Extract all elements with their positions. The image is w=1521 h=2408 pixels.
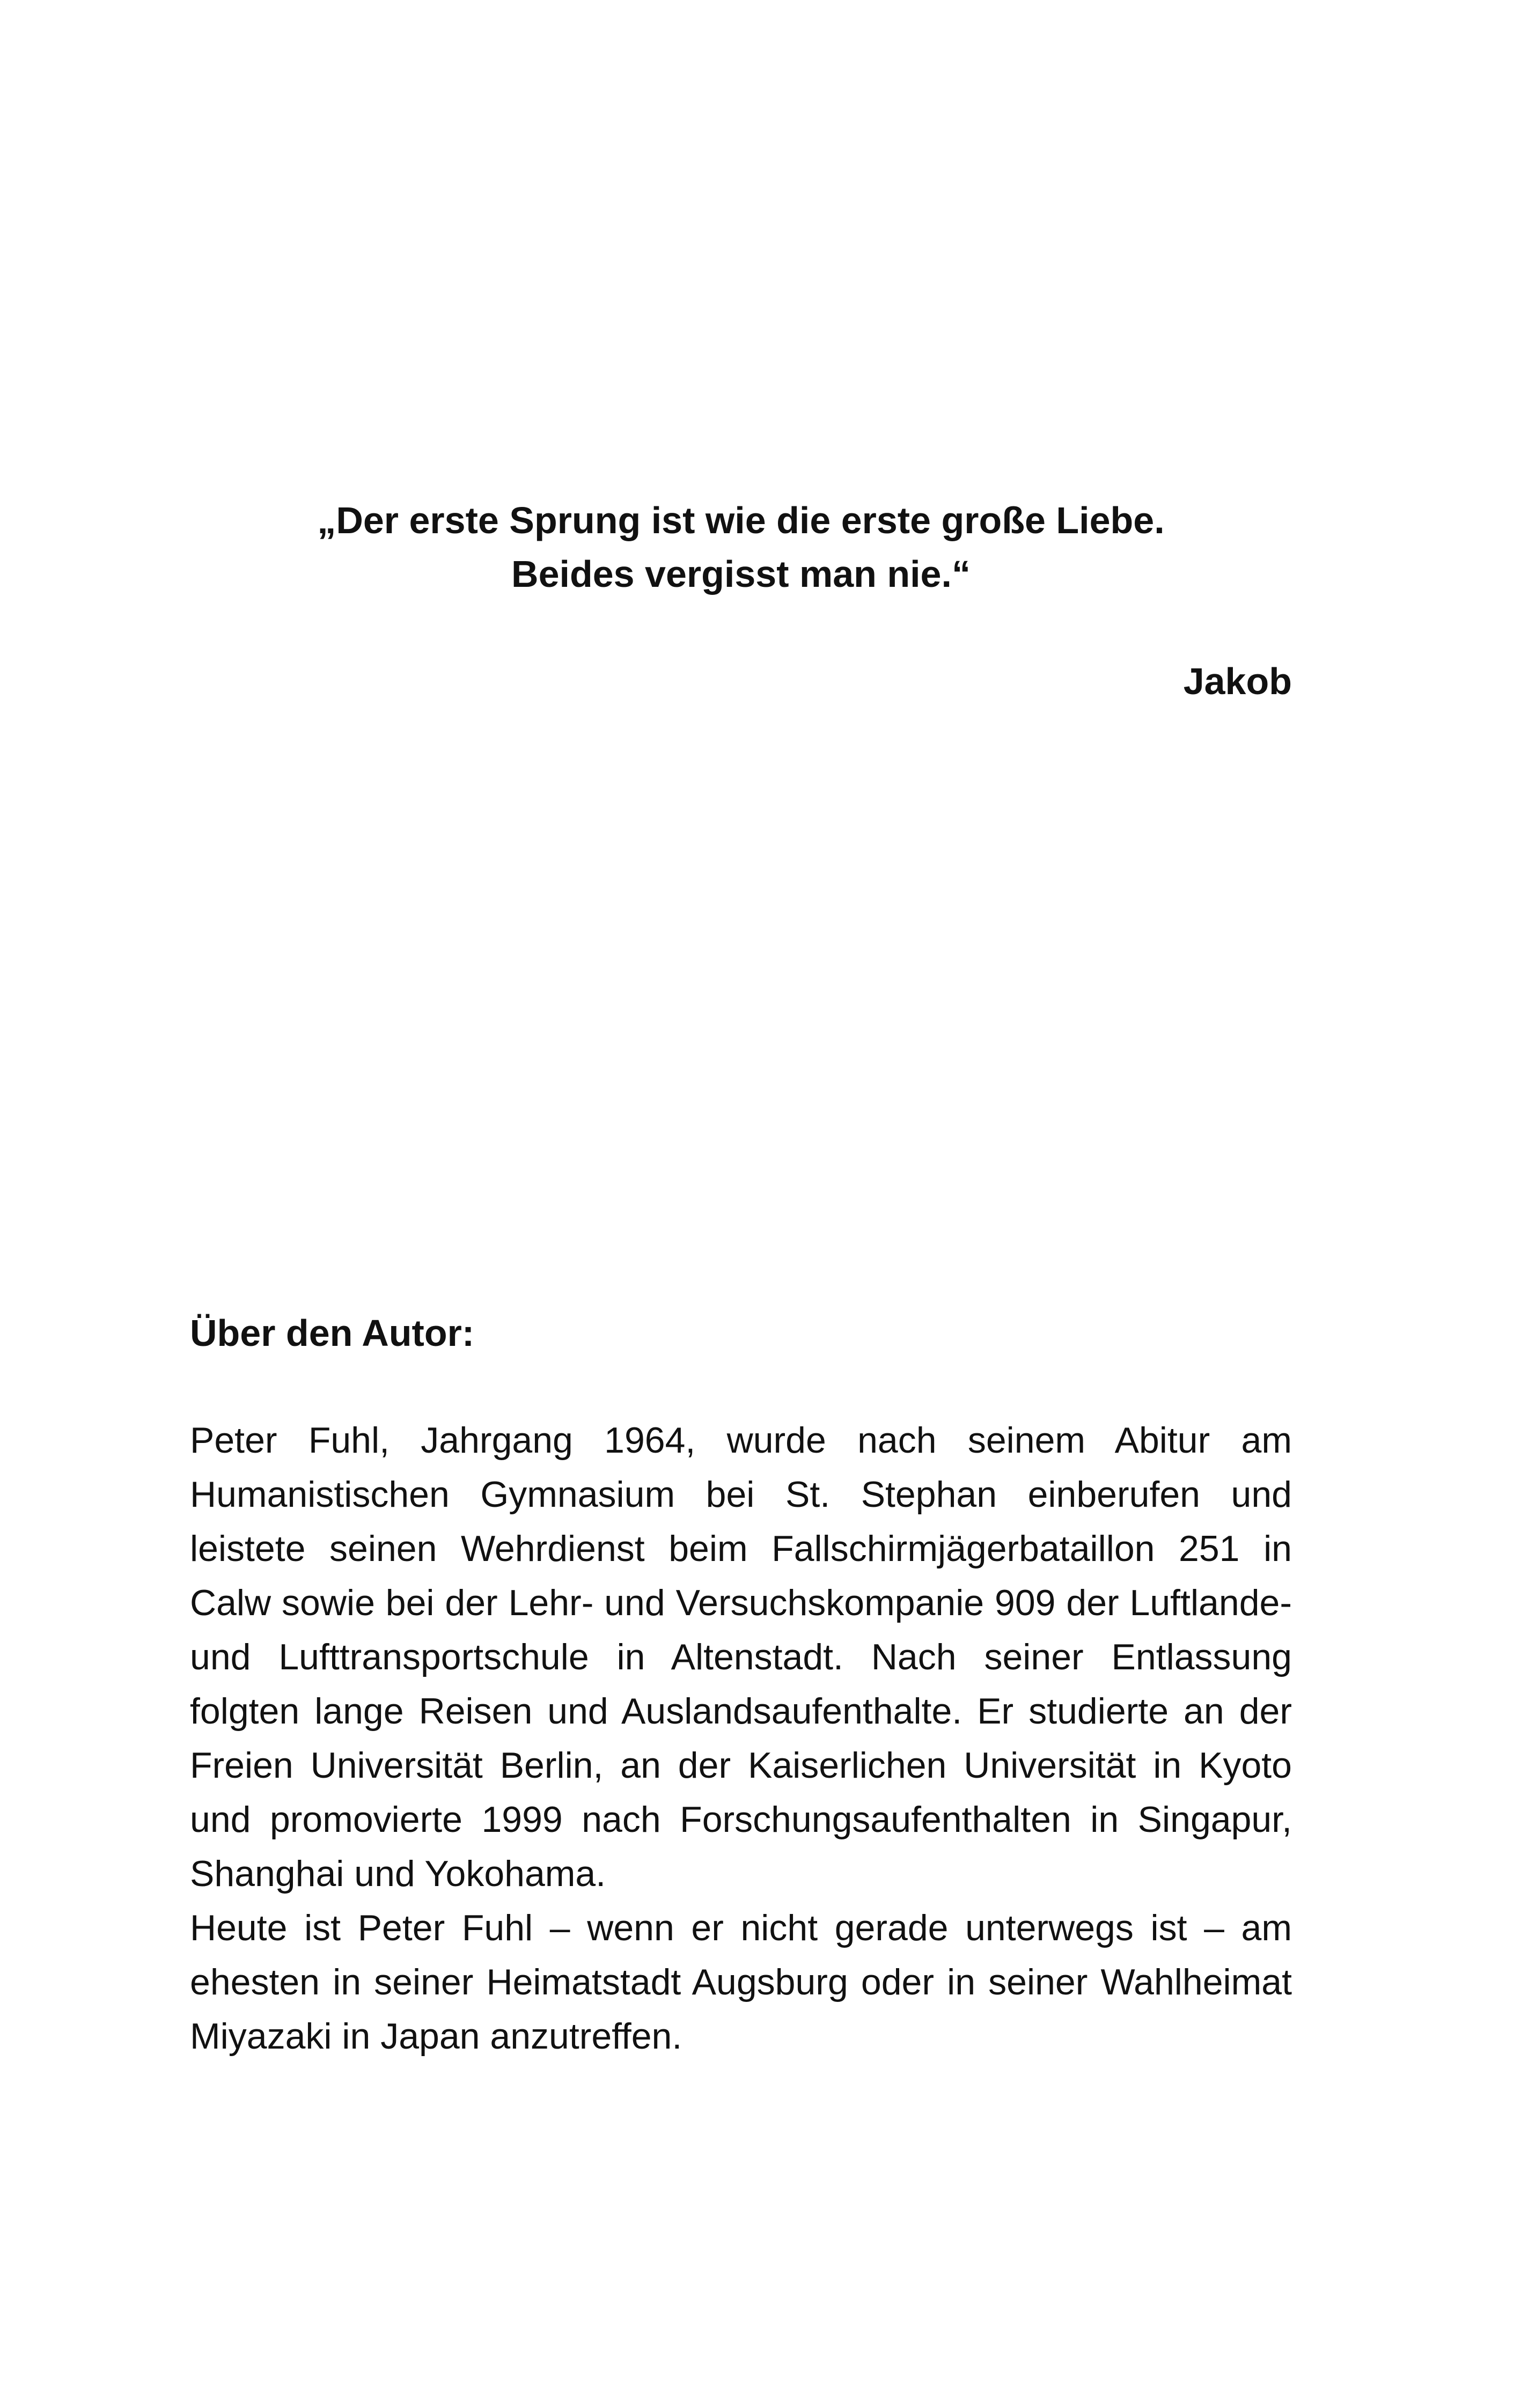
epigraph-line-2: Beides vergisst man nie.“	[511, 553, 971, 595]
epigraph-line-1: „Der erste Sprung ist wie die erste große Liebe.	[317, 499, 1165, 541]
epigraph-quote	[190, 494, 1292, 601]
about-author-heading: Über den Autor:	[190, 1312, 475, 1354]
author-biography	[190, 1413, 1292, 2064]
biography-paragraph-1: Peter Fuhl, Jahrgang 1964, wurde nach seinem Abitur am Humanistischen Gymnasium bei St. Stephan einberufen und leistete seinen Wehrdienst beim Fallschirmjägerbataillon 251 in Calw sowie bei der Lehr- und Versuchskompanie 909 der Luftlande- und Lufttransportschule in Altenstadt. Nach seiner Entlassung folgten lange Reisen und Auslandsaufenthalte. Er studierte an der Freien Universität Berlin, an der Kaiserlichen Universität in Kyoto und promovierte 1999 nach Forschungsaufenthalten in Singapur, Shanghai und Yokohama.	[190, 1420, 1292, 1894]
epigraph-attribution: Jakob	[1183, 660, 1292, 702]
biography-paragraph-2: Heute ist Peter Fuhl – wenn er nicht gerade unterwegs ist – am ehesten in seiner Heimatstadt Augsburg oder in seiner Wahlheimat Miyazaki in Japan anzutreffen.	[190, 1908, 1292, 2057]
